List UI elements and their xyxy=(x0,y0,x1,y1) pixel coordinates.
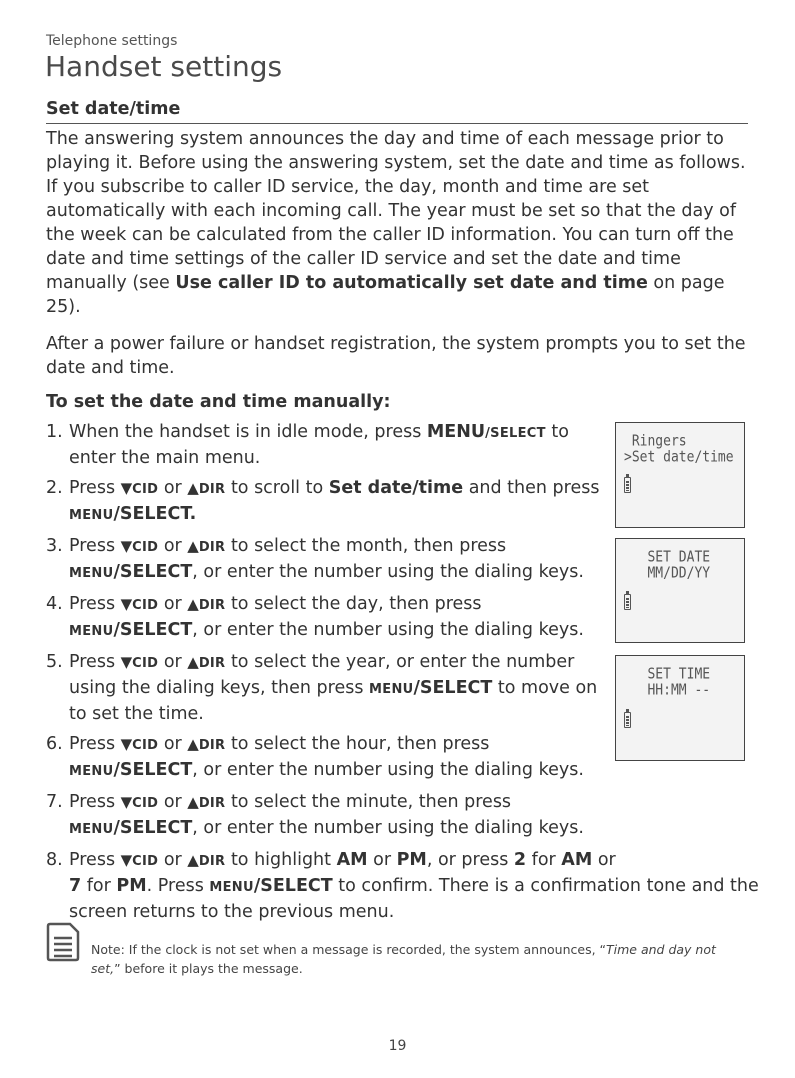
key-7: 7 xyxy=(69,876,82,896)
lcd-screen-set-date xyxy=(615,538,745,643)
intro-paragraph xyxy=(46,127,758,319)
power-failure-paragraph: After a power failure or handset registration, the system prompts you to set the date and time. xyxy=(46,334,746,378)
key-2: 2 xyxy=(513,850,527,870)
page-number: 19 xyxy=(388,1038,407,1054)
step-text: to select the hour, then press xyxy=(225,734,490,754)
dir-key: DIR xyxy=(198,738,226,753)
up-arrow-icon: ▲ xyxy=(187,479,199,497)
cid-key: CID xyxy=(132,598,159,613)
step-text: or xyxy=(367,850,397,870)
battery-icon xyxy=(624,712,631,728)
menu-key: MENU xyxy=(69,624,114,639)
cid-key: CID xyxy=(132,796,159,811)
select-key: /SELECT xyxy=(113,760,193,780)
note-suffix: ” before it plays the message. xyxy=(114,961,303,976)
select-key: /SELECT xyxy=(413,678,493,698)
step-text: . xyxy=(189,504,197,524)
cross-reference-link[interactable]: Use caller ID to automatically set date and time xyxy=(175,273,648,293)
step-text: or xyxy=(158,536,188,556)
cid-key: CID xyxy=(132,738,159,753)
step-text: or xyxy=(158,792,188,812)
lcd-screen-set-time xyxy=(615,655,745,761)
up-arrow-icon: ▲ xyxy=(187,735,199,753)
step-text: or xyxy=(158,652,188,672)
note-text xyxy=(91,940,741,978)
step-text: to select the minute, then press xyxy=(225,792,512,812)
lcd-line: Ringers xyxy=(624,433,687,451)
note-icon xyxy=(46,922,80,962)
down-arrow-icon: ▼ xyxy=(120,851,133,869)
select-key: /SELECT xyxy=(253,876,333,896)
menu-key: MENU xyxy=(69,508,114,523)
step-1 xyxy=(46,420,614,470)
battery-icon xyxy=(624,594,631,610)
step-number: 2. xyxy=(46,478,63,498)
step-text: Press xyxy=(69,734,121,754)
step-6 xyxy=(46,732,614,784)
dir-key: DIR xyxy=(198,796,226,811)
step-text: for xyxy=(526,850,562,870)
dir-key: DIR xyxy=(198,598,226,613)
down-arrow-icon: ▼ xyxy=(120,735,133,753)
step-number: 1. xyxy=(46,422,63,442)
step-text: or xyxy=(158,850,188,870)
step-7 xyxy=(46,790,614,842)
step-text: When the handset is in idle mode, press xyxy=(69,422,427,442)
heading-divider xyxy=(46,123,748,124)
dir-key: DIR xyxy=(198,656,226,671)
step-text: and then press xyxy=(463,478,600,498)
section-label: Telephone settings xyxy=(46,33,178,49)
step-number: 5. xyxy=(46,652,63,672)
step-text: to move on to set the time. xyxy=(69,678,598,724)
step-text: or xyxy=(158,594,188,614)
step-text: , or enter the number using the dialing keys. xyxy=(192,562,584,582)
step-text: Press xyxy=(69,536,121,556)
menu-key: MENU xyxy=(69,822,114,837)
procedure-title: To set the date and time manually: xyxy=(46,392,391,412)
up-arrow-icon: ▲ xyxy=(187,653,199,671)
select-key: /SELECT xyxy=(113,818,193,838)
step-text: or xyxy=(158,478,188,498)
step-text: Press xyxy=(69,850,121,870)
step-8 xyxy=(46,848,781,924)
step-text: to enter the main menu. xyxy=(69,422,569,468)
step-number: 8. xyxy=(46,850,63,870)
step-number: 7. xyxy=(46,792,63,812)
select-key: /SELECT xyxy=(113,504,190,524)
step-text: , or enter the number using the dialing keys. xyxy=(192,760,584,780)
step-text: Press xyxy=(69,594,121,614)
step-text: Press xyxy=(69,478,121,498)
lcd-screen-main-menu xyxy=(615,422,745,528)
lcd-line: HH:MM -- xyxy=(624,682,711,700)
step-2 xyxy=(46,476,614,528)
step-text: for xyxy=(81,876,117,896)
lcd-line: >Set date/time xyxy=(624,449,734,467)
step-number: 3. xyxy=(46,536,63,556)
am-label: AM xyxy=(561,850,593,870)
down-arrow-icon: ▼ xyxy=(120,479,133,497)
step-4 xyxy=(46,592,614,644)
menu-key: MENU xyxy=(369,682,414,697)
subsection-heading: Set date/time xyxy=(46,99,181,119)
dir-key: DIR xyxy=(198,854,226,869)
lcd-line: MM/DD/YY xyxy=(624,565,711,583)
step-text: Press xyxy=(69,652,121,672)
step-text: . Press xyxy=(146,876,210,896)
menu-option-name: Set date/time xyxy=(328,478,464,498)
step-text: or xyxy=(592,850,616,870)
lcd-line: SET TIME xyxy=(624,666,711,684)
step-3 xyxy=(46,534,614,586)
intro-text: The answering system announces the day and time of each message prior to playing it. Before using the answering system, set the date and time as follows. If you subscribe to caller ID service, the day, month and time are set automatically with each incoming call. The year must be set so that the day of the week can be calculated from the caller ID information. You can turn off the date and time settings of the caller ID service and set the date and time manually (see xyxy=(46,129,746,293)
cid-key: CID xyxy=(132,656,159,671)
select-key: /SELECT xyxy=(113,620,193,640)
step-text: , or press xyxy=(426,850,514,870)
step-text: , or enter the number using the dialing keys. xyxy=(192,818,584,838)
step-text: or xyxy=(158,734,188,754)
cid-key: CID xyxy=(132,854,159,869)
select-key: /SELECT xyxy=(113,562,193,582)
step-number: 4. xyxy=(46,594,63,614)
note-quote: Time and day not set, xyxy=(91,942,716,976)
step-text: to select the month, then press xyxy=(225,536,507,556)
down-arrow-icon: ▼ xyxy=(120,793,133,811)
step-text: to confirm. There is a confirmation tone and the screen returns to the previous menu. xyxy=(69,876,759,922)
step-text: to select the day, then press xyxy=(225,594,482,614)
down-arrow-icon: ▼ xyxy=(120,537,133,555)
up-arrow-icon: ▲ xyxy=(187,793,199,811)
step-number: 6. xyxy=(46,734,63,754)
down-arrow-icon: ▼ xyxy=(120,595,133,613)
am-label: AM xyxy=(336,850,368,870)
pm-label: PM xyxy=(116,876,147,896)
pm-label: PM xyxy=(396,850,427,870)
select-key: /SELECT xyxy=(485,426,546,441)
step-text: Press xyxy=(69,792,121,812)
menu-key: MENU xyxy=(426,422,486,442)
step-text: , or enter the number using the dialing keys. xyxy=(192,620,584,640)
cid-key: CID xyxy=(132,482,159,497)
step-text: to highlight xyxy=(225,850,337,870)
cid-key: CID xyxy=(132,540,159,555)
page-title: Handset settings xyxy=(45,50,283,83)
step-5 xyxy=(46,650,614,726)
up-arrow-icon: ▲ xyxy=(187,537,199,555)
battery-icon xyxy=(624,477,631,493)
up-arrow-icon: ▲ xyxy=(187,595,199,613)
dir-key: DIR xyxy=(198,540,226,555)
step-text: to select the year, or enter the number using the dialing keys, then press xyxy=(69,652,575,698)
menu-key: MENU xyxy=(69,566,114,581)
menu-key: MENU xyxy=(209,880,254,895)
intro-tail: on page 25). xyxy=(46,273,725,317)
dir-key: DIR xyxy=(198,482,226,497)
up-arrow-icon: ▲ xyxy=(187,851,199,869)
note-prefix: Note: If the clock is not set when a message is recorded, the system announces, “ xyxy=(91,942,607,957)
down-arrow-icon: ▼ xyxy=(120,653,133,671)
step-text: to scroll to xyxy=(225,478,329,498)
lcd-line: SET DATE xyxy=(624,549,711,567)
menu-key: MENU xyxy=(69,764,114,779)
